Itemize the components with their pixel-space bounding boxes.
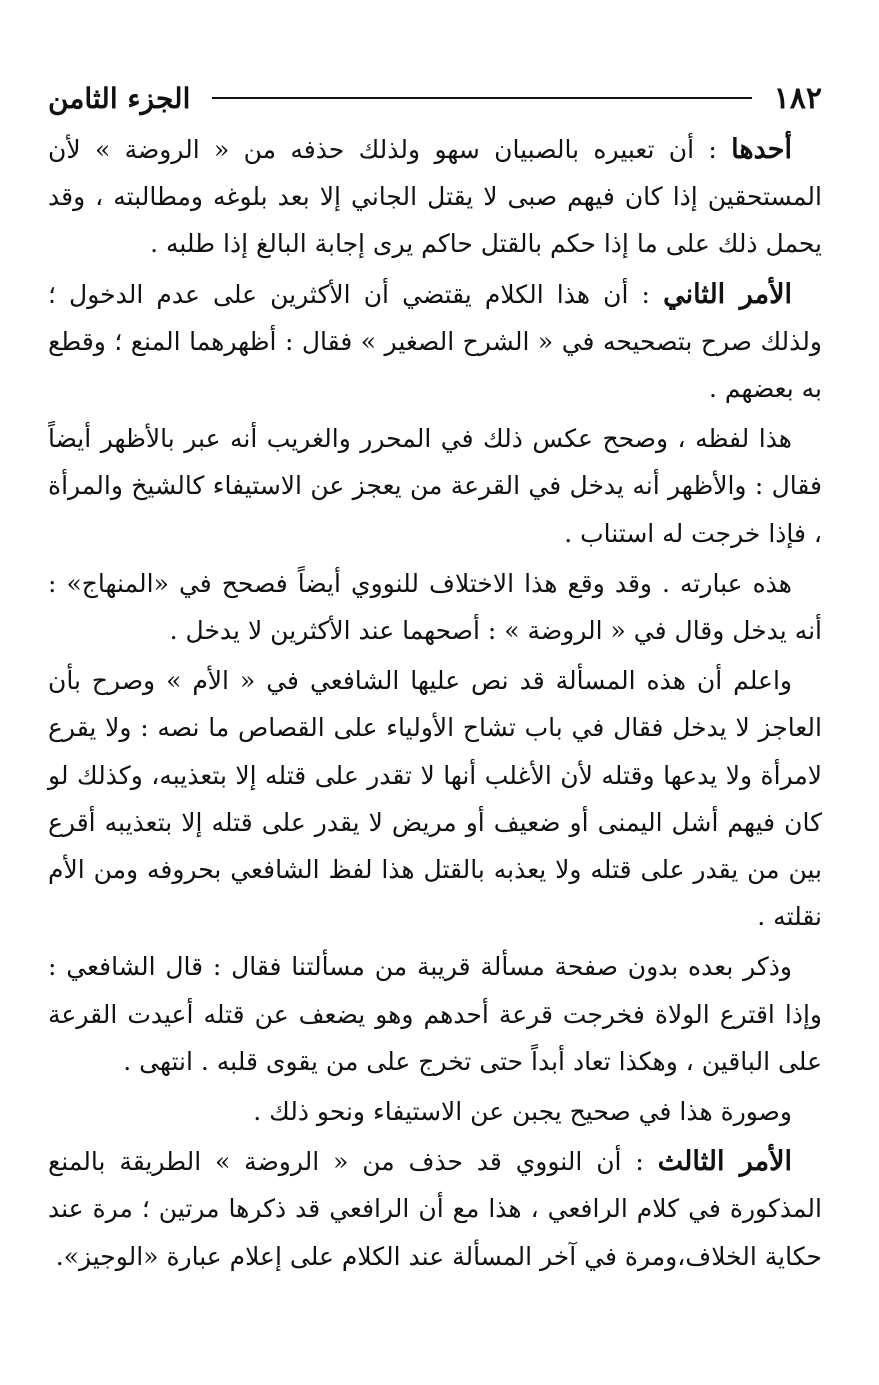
- paragraph-5: [48, 657, 822, 940]
- paragraph-1: [48, 126, 822, 268]
- paragraph-text: وصورة هذا في صحيح يجبن عن الاستيفاء ونحو ذلك .: [253, 1097, 792, 1127]
- page-number: ١٨٢: [773, 80, 822, 116]
- paragraph-7: [48, 1088, 822, 1135]
- paragraph-text: : أن تعبيره بالصبيان سهو ولذلك حذفه من « الروضة » لأن المستحقين إذا كان فيهم صبى لا يقتل الجاني إلا بعد بلوغه ومطالبته ، وقد يحمل ذلك على ما إذا حكم بالقتل حاكم يرى إجابة البالغ إذا طلبه .: [48, 135, 822, 259]
- paragraph-6: [48, 943, 822, 1085]
- paragraph-text: هذا لفظه ، وصحح عكس ذلك في المحرر والغريب أنه عبر بالأظهر أيضاً فقال : والأظهر أنه يدخل في القرعة من يعجز عن الاستيفاء كالشيخ والمرأة ، فإذا خرجت له استناب .: [48, 424, 822, 548]
- paragraph-text: هذه عبارته . وقد وقع هذا الاختلاف للنووي أيضاً فصحح في «المنهاج» : أنه يدخل وقال في « الروضة » : أصحهما عند الأكثرين لا يدخل .: [48, 568, 822, 646]
- page-header: [48, 70, 822, 126]
- paragraph-text: وذكر بعده بدون صفحة مسألة قريبة من مسألتنا فقال : قال الشافعي : وإذا اقترع الولاة فخرجت قرعة أحدهم وهو يضعف عن قتله أعيدت القرعة على الباقين ، وهكذا تعاد أبداً حتى تخرج على من يقوى قلبه . انتهى .: [48, 952, 822, 1076]
- book-page: [48, 70, 822, 1370]
- running-title: الجزء الثامن: [48, 81, 191, 115]
- paragraph-lead: الأمر الثالث: [657, 1146, 792, 1178]
- paragraph-lead: الأمر الثاني: [663, 278, 793, 310]
- body-text: [48, 126, 822, 1280]
- paragraph-4: [48, 560, 822, 654]
- paragraph-text: : أن هذا الكلام يقتضي أن الأكثرين على عدم الدخول ؛ ولذلك صرح بتصحيحه في « الشرح الصغير » فقال : أظهرهما المنع ؛ وقطع به بعضهم .: [48, 279, 822, 404]
- paragraph-text: : أن النووي قد حذف من « الروضة » الطريقة بالمنع المذكورة في كلام الرافعي ، هذا مع أن الرافعي قد ذكرها مرتين ؛ مرة عند حكاية الخلاف،ومرة في آخر المسألة عند الكلام على إعلام عبارة «الوجيز».: [48, 1147, 822, 1271]
- paragraph-lead: أحدها: [731, 134, 792, 165]
- paragraph-8: [48, 1138, 822, 1280]
- paragraph-2: [48, 271, 822, 413]
- paragraph-3: [48, 415, 822, 557]
- paragraph-text: واعلم أن هذه المسألة قد نص عليها الشافعي في « الأم » وصرح بأن العاجز لا يدخل فقال في باب تشاح الأولياء على القصاص ما نصه : ولا يقرع لامرأة ولا يدعها وقتله لأن الأغلب أنها لا تقدر على قتله إلا بتعذيبه، وكذلك لو كان فيهم أشل اليمنى أو ضعيف أو مريض لا يقدر على قتله إلا بتعذيبه أقرع بين من يقدر على قتله ولا يعذبه بالقتل هذا لفظ الشافعي بحروفه ومن الأم نقلته .: [48, 666, 822, 932]
- header-rule: [212, 97, 751, 99]
